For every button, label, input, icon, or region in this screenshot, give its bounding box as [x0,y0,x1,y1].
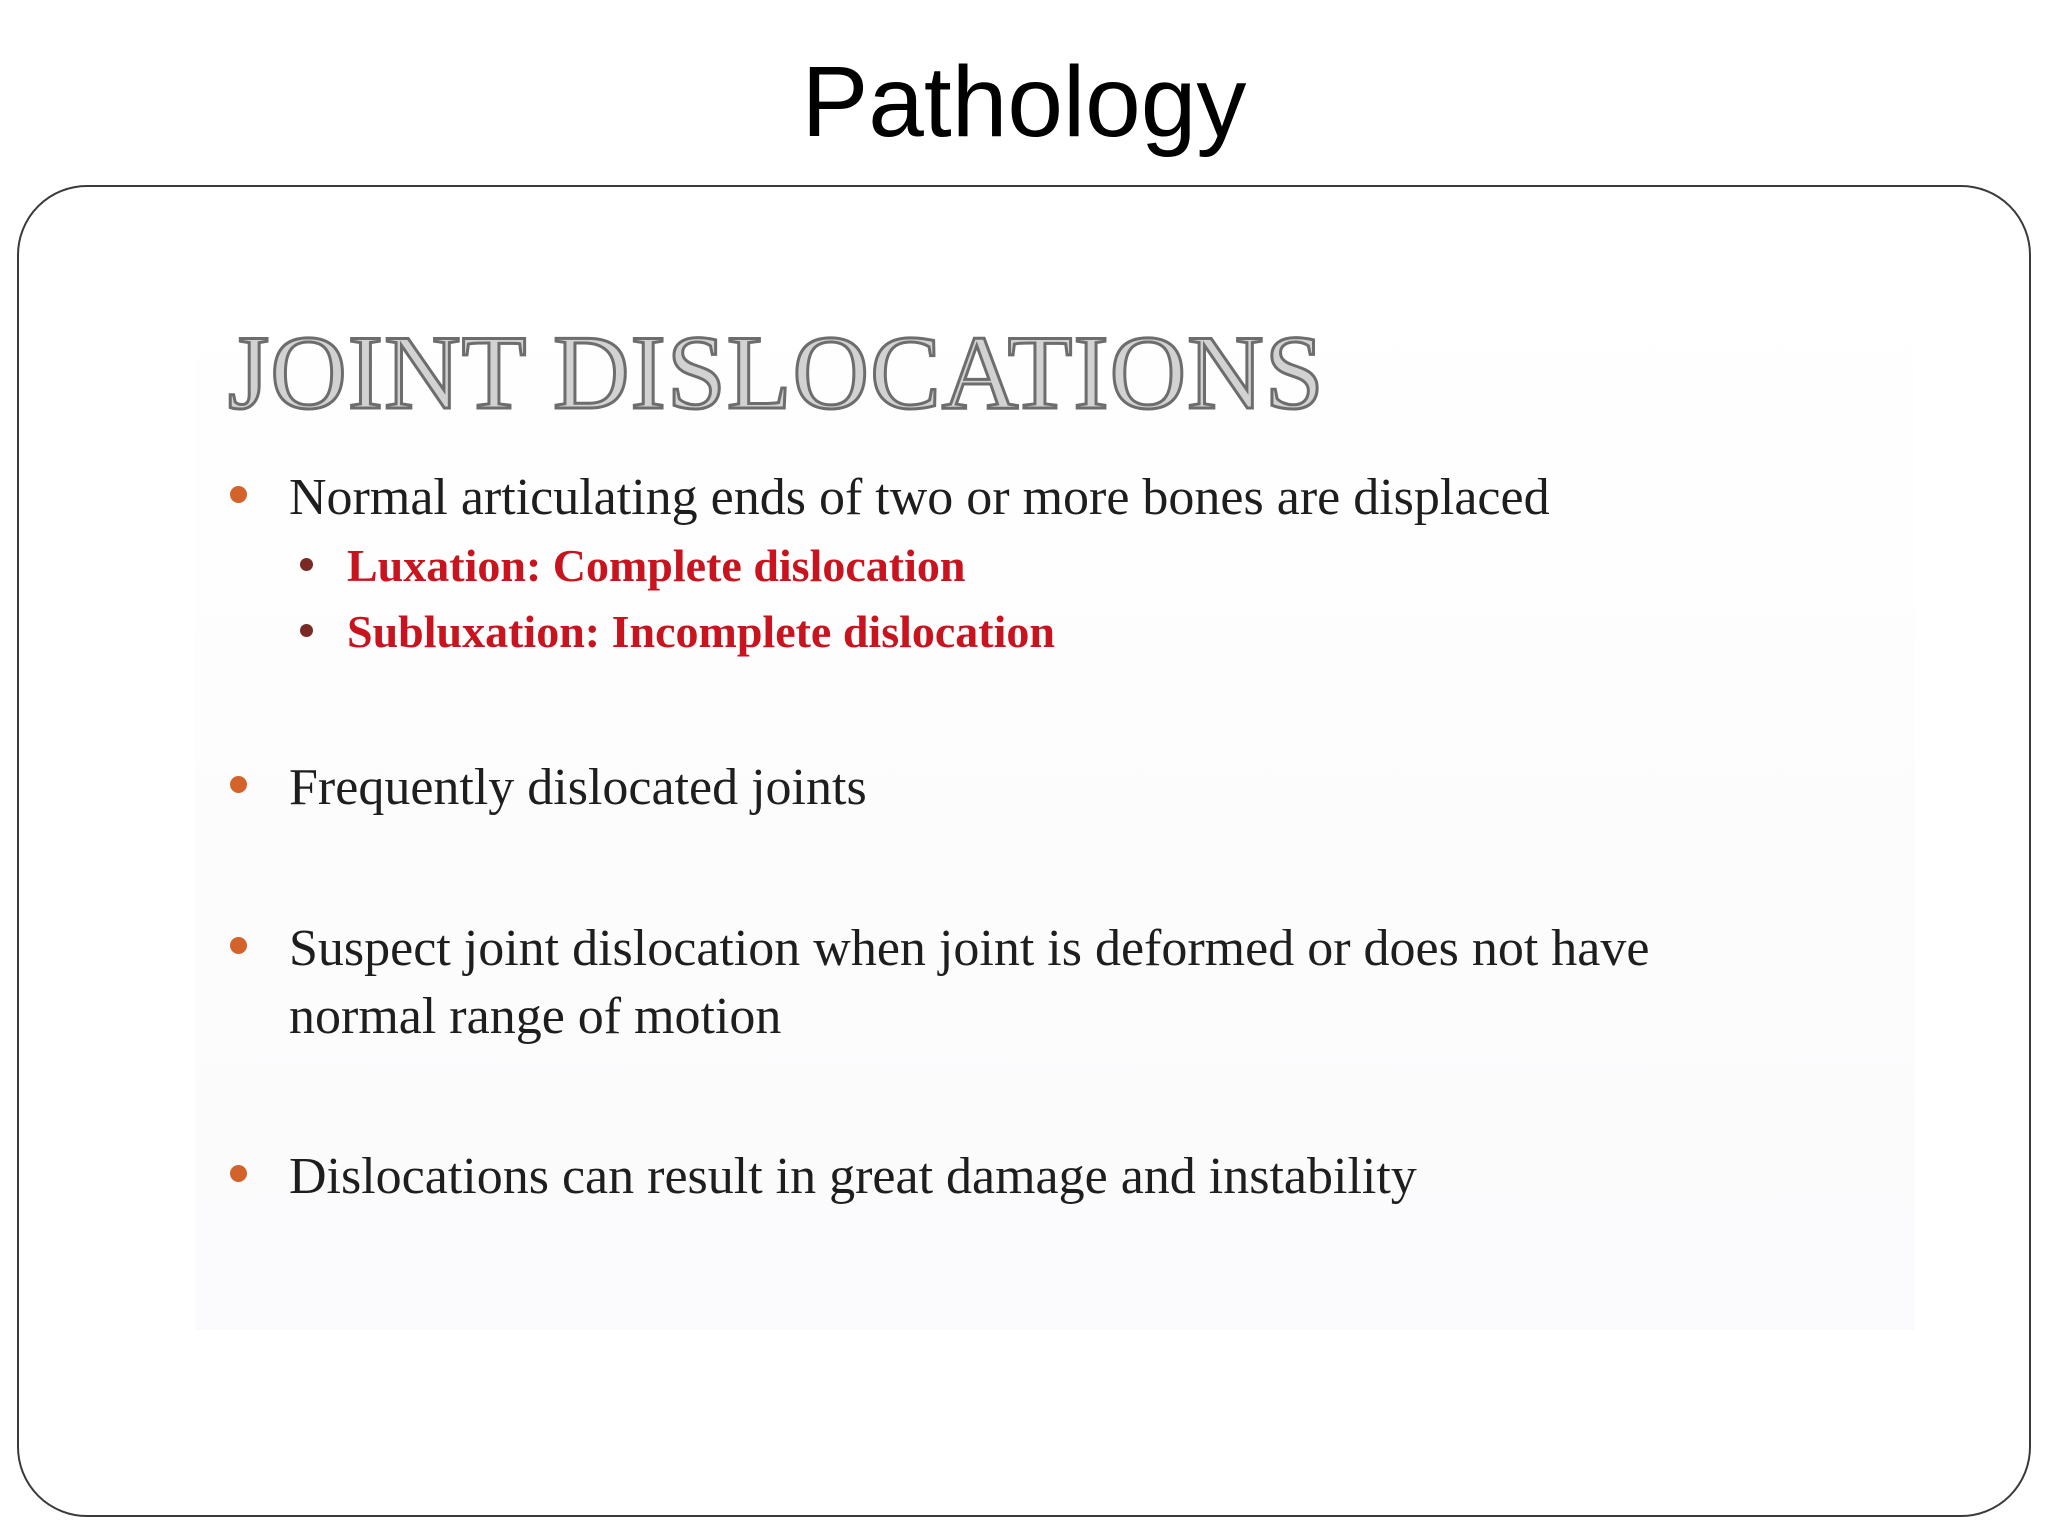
sub-bullet-item [300,536,965,596]
bullet-text: Normal articulating ends of two or more bones are displaced [289,469,1550,526]
sub-bullet-text: Subluxation: Incomplete dislocation [347,606,1055,657]
slide-title: Pathology [801,46,1247,158]
bullet-item [230,465,1550,531]
bullet-text-continuation: normal range of motion [289,988,782,1045]
content-heading: JOINT DISLOCATIONS [228,314,1325,431]
bullet-dot-icon [230,937,247,954]
bullet-item [230,755,867,821]
bullet-dot-icon [230,486,247,503]
sub-bullet-dot-icon [300,558,313,571]
bullet-item [230,916,1649,982]
sub-bullet-dot-icon [300,624,313,637]
bullet-item [230,1144,1417,1210]
bullet-text: Suspect joint dislocation when joint is deformed or does not have [289,920,1650,977]
bullet-dot-icon [230,776,247,793]
bullet-dot-icon [230,1165,247,1182]
sub-bullet-text: Luxation: Complete dislocation [347,540,966,591]
bullet-text: Dislocations can result in great damage and instability [289,1148,1417,1205]
bullet-text: Frequently dislocated joints [289,759,867,816]
sub-bullet-item [300,602,1055,662]
